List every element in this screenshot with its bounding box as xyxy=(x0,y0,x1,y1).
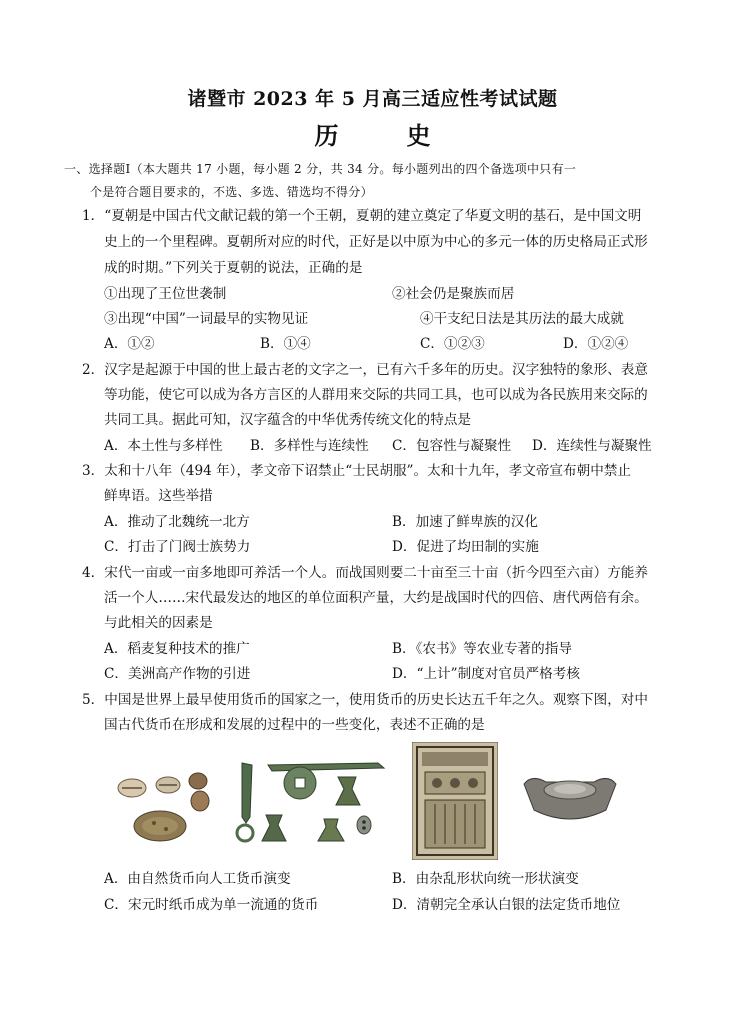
q2-stem-line-3: 共同工具。据此可知，汉字蕴含的中华优秀传统文化的特点是 xyxy=(104,412,472,428)
q1-statement-4: ④干支纪日法是其历法的最大成就 xyxy=(420,311,624,327)
q4-stem-line-2: 活一个人……宋代最发达的地区的单位面积产量，大约是战国时代的四倍、唐代两倍有余。 xyxy=(104,590,648,606)
q2-option-b[interactable]: B．多样性与连续性 xyxy=(250,438,369,454)
paper-money-image xyxy=(412,742,498,860)
q3-option-b[interactable]: B．加速了鲜卑族的汉化 xyxy=(392,514,538,530)
q4-option-c[interactable]: C．美洲高产作物的引进 xyxy=(104,666,251,682)
q5-option-c[interactable]: C．宋元时纸币成为单一流通的货币 xyxy=(104,897,319,913)
q1-stem-line-3: 成的时期。”下列关于夏朝的说法，正确的是 xyxy=(104,260,363,276)
q2-stem-line-1: 2．汉字是起源于中国的世上最古老的文字之一，已有六千多年的历史。汉字独特的象形、表意 xyxy=(82,362,648,378)
q5-option-b[interactable]: B．由杂乱形状向统一形状演变 xyxy=(392,871,579,887)
q1-stem-line-2: 史上的一个里程碑。夏朝所对应的时代，正好是以中原为中心的多元一体的历史格局正式形 xyxy=(104,234,648,250)
q3-option-d[interactable]: D．促进了均田制的实施 xyxy=(392,539,539,555)
exam-subject: 历 史 xyxy=(314,121,453,150)
q2-option-a[interactable]: A．本土性与多样性 xyxy=(104,438,223,454)
q1-statement-2: ②社会仍是聚族而居 xyxy=(392,286,515,302)
q1-stem-line-1: 1．“夏朝是中国古代文献记载的第一个王朝，夏朝的建立奠定了华夏文明的基石，是中国文明 xyxy=(82,208,642,224)
q4-option-a[interactable]: A．稻麦复种技术的推广 xyxy=(104,641,250,657)
shell-money-image xyxy=(110,768,210,848)
bronze-coins-image xyxy=(228,755,388,847)
q1-option-b[interactable]: B．①④ xyxy=(260,336,311,352)
q4-stem-line-1: 4．宋代一亩或一亩多地即可养活一个人。而战国则要二十亩至三十亩（折今四至六亩）方能养 xyxy=(82,565,648,581)
q2-option-c[interactable]: C．包容性与凝聚性 xyxy=(392,438,512,454)
silver-ingot-image xyxy=(520,770,620,828)
q1-option-d[interactable]: D．①②④ xyxy=(563,336,629,352)
q3-option-c[interactable]: C．打击了门阀士族势力 xyxy=(104,539,251,555)
q3-option-a[interactable]: A．推动了北魏统一北方 xyxy=(104,514,250,530)
exam-title: 诸暨市 2023 年 5 月高三适应性考试试题 xyxy=(187,88,558,110)
q4-option-d[interactable]: D．“上计”制度对官员严格考核 xyxy=(392,666,580,682)
q2-option-d[interactable]: D．连续性与凝聚性 xyxy=(532,438,652,454)
q4-option-b[interactable]: B．《农书》等农业专著的指导 xyxy=(392,641,572,657)
q3-stem-line-1: 3．太和十八年（494 年），孝文帝下诏禁止“士民胡服”。太和十九年，孝文帝宣布朝中禁止 xyxy=(82,463,631,479)
q3-stem-line-2: 鲜卑语。这些举措 xyxy=(104,488,213,504)
q1-statement-1: ①出现了王位世袭制 xyxy=(104,286,227,302)
q5-option-a[interactable]: A．由自然货币向人工货币演变 xyxy=(104,871,291,887)
q4-stem-line-3: 与此相关的因素是 xyxy=(104,615,213,631)
q1-statement-3: ③出现“中国”一词最早的实物见证 xyxy=(104,311,309,327)
q2-stem-line-2: 等功能，使它可以成为各方言区的人群用来交际的共同工具，也可以成为各民族用来交际的 xyxy=(104,387,648,403)
q5-stem-line-1: 5．中国是世界上最早使用货币的国家之一，使用货币的历史长达五千年之久。观察下图，对中 xyxy=(82,692,648,708)
section-heading-line-1: 一、选择题Ⅰ（本大题共 17 小题，每小题 2 分，共 34 分。每小题列出的四个备选项中只有一 xyxy=(64,162,577,176)
q5-option-d[interactable]: D．清朝完全承认白银的法定货币地位 xyxy=(392,897,621,913)
q1-option-c[interactable]: C．①②③ xyxy=(420,336,485,352)
q1-option-a[interactable]: A．①② xyxy=(104,336,155,352)
section-heading-line-2: 个是符合题目要求的，不选、多选、错选均不得分） xyxy=(90,185,373,199)
q5-stem-line-2: 国古代货币在形成和发展的过程中的一些变化，表述不正确的是 xyxy=(104,717,485,733)
